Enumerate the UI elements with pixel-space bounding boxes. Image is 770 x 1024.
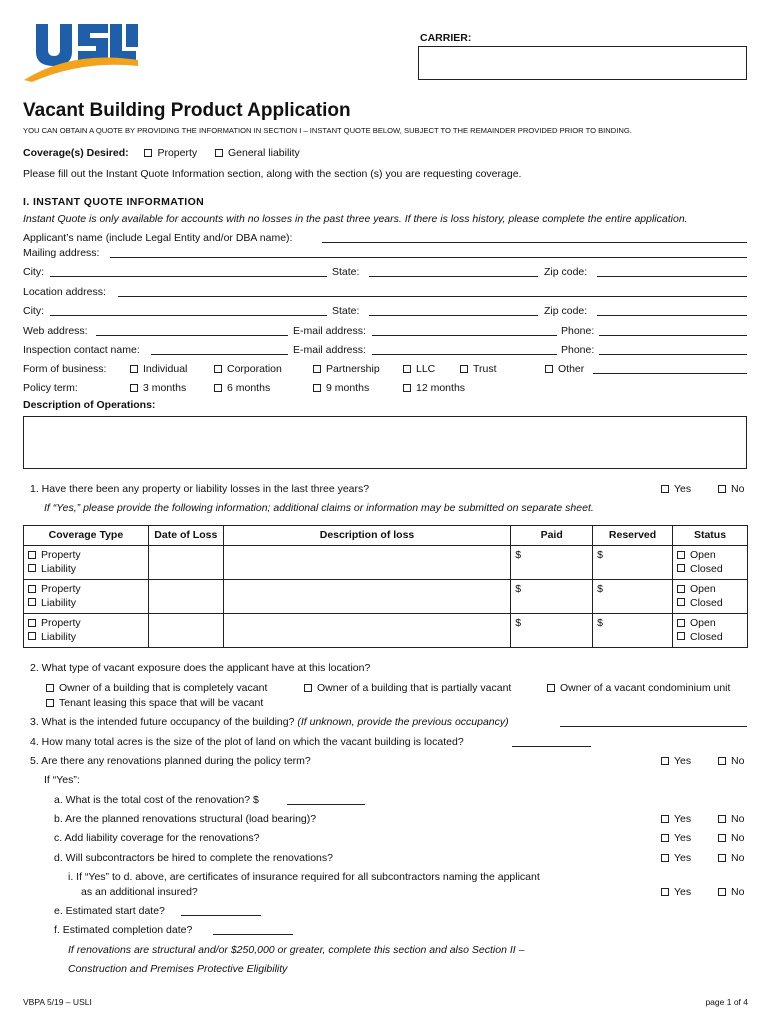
q5d-yes-option[interactable]: Yes [661, 852, 691, 864]
status-closed-checkbox[interactable]: Closed [677, 631, 743, 645]
q5d: d. Will subcontractors be hired to complete the renovations? [54, 852, 333, 864]
location-state-label: State: [332, 305, 360, 317]
q5-note-line2: Construction and Premises Protective Eligibility [68, 963, 288, 975]
q5a: a. What is the total cost of the renovation? $ [54, 794, 259, 806]
checkbox-icon[interactable] [403, 365, 411, 373]
date-of-loss-cell[interactable] [148, 546, 223, 580]
instructions: Please fill out the Instant Quote Information section, along with the section (s) you are requesting coverage. [23, 168, 522, 180]
section-1-heading: I. INSTANT QUOTE INFORMATION [23, 196, 205, 208]
paid-cell[interactable]: $ [511, 546, 593, 580]
coverage-liability-checkbox[interactable]: Liability [28, 597, 144, 611]
location-city-field[interactable] [50, 315, 327, 316]
question-4: 4. How many total acres is the size of the plot of land on which the vacant building is located? [30, 736, 464, 748]
coverage-label: Coverage(s) Desired: [23, 147, 129, 159]
checkbox-icon[interactable] [547, 684, 555, 692]
status-closed-checkbox[interactable]: Closed [677, 563, 743, 577]
reserved-cell[interactable]: $ [593, 546, 673, 580]
checkbox-icon[interactable] [677, 551, 685, 559]
q5e: e. Estimated start date? [54, 905, 165, 917]
q5d-i-yes-option[interactable]: Yes [661, 886, 691, 898]
q5c: c. Add liability coverage for the renovations? [54, 832, 260, 844]
paid-cell[interactable]: $ [511, 580, 593, 614]
checkbox-icon[interactable] [403, 384, 411, 392]
q4-field[interactable] [512, 746, 591, 747]
description-cell[interactable] [223, 614, 510, 648]
q5f-field[interactable] [213, 934, 293, 935]
inspection-phone-label: Phone: [561, 344, 595, 356]
q1-no-option[interactable]: No [718, 483, 744, 495]
loss-history-table [23, 525, 748, 648]
checkbox-icon[interactable] [28, 598, 36, 606]
checkbox-icon[interactable] [313, 365, 321, 373]
header-paid: Paid [511, 526, 593, 546]
description-cell[interactable] [223, 580, 510, 614]
inspection-label: Inspection contact name: [23, 344, 140, 356]
status-open-checkbox[interactable]: Open [677, 583, 743, 597]
reserved-cell[interactable]: $ [593, 580, 673, 614]
date-of-loss-cell[interactable] [148, 614, 223, 648]
header-reserved: Reserved [593, 526, 673, 546]
email-label: E-mail address: [293, 325, 366, 337]
form-option-llc[interactable]: LLC [403, 363, 435, 375]
table-row [24, 546, 748, 580]
carrier-label: CARRIER: [420, 32, 472, 44]
checkbox-icon[interactable] [718, 757, 726, 765]
subtitle: YOU CAN OBTAIN A QUOTE BY PROVIDING THE INFORMATION IN SECTION I – INSTANT QUOTE BELOW, SUBJECT TO THE REMAINDER PROVIDED PRIOR TO BINDING. [23, 126, 632, 135]
checkbox-icon[interactable] [215, 149, 223, 157]
checkbox-icon[interactable] [214, 384, 222, 392]
q5c-no-option[interactable]: No [718, 832, 744, 844]
form-option-individual[interactable]: Individual [130, 363, 187, 375]
applicant-field[interactable] [322, 242, 747, 243]
q3-note: (If unknown, provide the previous occupancy) [297, 716, 509, 728]
email-field[interactable] [372, 335, 557, 336]
checkbox-icon[interactable] [130, 384, 138, 392]
phone-label: Phone: [561, 325, 595, 337]
description-label: Description of Operations: [23, 399, 156, 411]
carrier-box[interactable] [418, 46, 747, 80]
policy-option-3-months[interactable]: 3 months [130, 382, 186, 394]
q3-field[interactable] [560, 726, 747, 727]
checkbox-icon[interactable] [661, 815, 669, 823]
checkbox-icon[interactable] [677, 564, 685, 572]
checkbox-icon[interactable] [214, 365, 222, 373]
q5d-i-line2: as an additional insured? [81, 886, 198, 898]
inspection-field[interactable] [151, 354, 288, 355]
q5c-yes-option[interactable]: Yes [661, 832, 691, 844]
coverage-liability-checkbox[interactable]: Liability [28, 563, 144, 577]
coverage-property-checkbox[interactable]: Property [28, 583, 144, 597]
city-label: City: [23, 266, 44, 278]
zip-field[interactable] [597, 276, 747, 277]
coverage-property-option[interactable]: Property [144, 147, 197, 159]
web-label: Web address: [23, 325, 88, 337]
status-cell [673, 614, 748, 648]
q5d-i-line1: i. If “Yes” to d. above, are certificates of insurance required for all subcontractors naming the applicant [68, 871, 540, 883]
header-date-of-loss: Date of Loss [148, 526, 223, 546]
checkbox-icon[interactable] [46, 699, 54, 707]
form-other-field[interactable] [593, 373, 747, 374]
usli-logo-graphic [22, 20, 140, 82]
location-zip-field[interactable] [597, 315, 747, 316]
location-zip-label: Zip code: [544, 305, 588, 317]
checkbox-icon[interactable] [661, 757, 669, 765]
status-cell [673, 546, 748, 580]
checkbox-icon[interactable] [130, 365, 138, 373]
coverage-type-cell [24, 614, 149, 648]
location-label: Location address: [23, 286, 106, 298]
header-status: Status [673, 526, 748, 546]
city-field[interactable] [50, 276, 327, 277]
q5f: f. Estimated completion date? [54, 924, 193, 936]
checkbox-icon[interactable] [28, 632, 36, 640]
state-label: State: [332, 266, 360, 278]
applicant-label: Applicant’s name (include Legal Entity and/or DBA name): [23, 232, 293, 244]
footer-page-number: page 1 of 4 [705, 997, 748, 1007]
checkbox-icon[interactable] [46, 684, 54, 692]
q5a-field[interactable] [287, 804, 365, 805]
description-box[interactable] [23, 416, 747, 469]
checkbox-icon[interactable] [661, 834, 669, 842]
checkbox-icon[interactable] [28, 551, 36, 559]
status-open-checkbox[interactable]: Open [677, 617, 743, 631]
q5-yes-option[interactable]: Yes [661, 755, 691, 767]
q1-yes-option[interactable]: Yes [661, 483, 691, 495]
coverage-type-cell [24, 546, 149, 580]
checkbox-icon[interactable] [28, 585, 36, 593]
checkbox-icon[interactable] [677, 632, 685, 640]
mailing-field[interactable] [110, 257, 747, 258]
checkbox-icon[interactable] [28, 619, 36, 627]
policy-option-6-months[interactable]: 6 months [214, 382, 270, 394]
checkbox-icon[interactable] [718, 834, 726, 842]
form-option-partnership[interactable]: Partnership [313, 363, 380, 375]
coverage-liability-checkbox[interactable]: Liability [28, 631, 144, 645]
checkbox-icon[interactable] [718, 485, 726, 493]
checkbox-icon[interactable] [718, 888, 726, 896]
table-row [24, 580, 748, 614]
table-row [24, 614, 748, 648]
q5b-yes-option[interactable]: Yes [661, 813, 691, 825]
location-city-label: City: [23, 305, 44, 317]
q2-option-completely-vacant[interactable]: Owner of a building that is completely vacant [46, 682, 267, 694]
checkbox-icon[interactable] [313, 384, 321, 392]
q2-option-partially-vacant[interactable]: Owner of a building that is partially vacant [304, 682, 511, 694]
footer-form-id: VBPA 5/19 – USLI [23, 997, 92, 1007]
checkbox-icon[interactable] [460, 365, 468, 373]
q5-note-line1: If renovations are structural and/or $250,000 or greater, complete this section and also Section II – [68, 944, 525, 956]
form-of-business-label: Form of business: [23, 363, 107, 375]
checkbox-icon[interactable] [661, 854, 669, 862]
inspection-email-field[interactable] [372, 354, 557, 355]
checkbox-icon[interactable] [144, 149, 152, 157]
form-option-other[interactable]: Other [545, 363, 584, 375]
form-option-corporation[interactable]: Corporation [214, 363, 282, 375]
location-field[interactable] [118, 296, 747, 297]
checkbox-icon[interactable] [304, 684, 312, 692]
checkbox-icon[interactable] [718, 854, 726, 862]
q1-note: If “Yes,” please provide the following information; additional claims or information may be submitted on separate sheet. [44, 502, 594, 514]
coverage-type-cell [24, 580, 149, 614]
usli-logo [22, 20, 140, 82]
form-option-trust[interactable]: Trust [460, 363, 497, 375]
q5d-no-option[interactable]: No [718, 852, 744, 864]
checkbox-icon[interactable] [718, 815, 726, 823]
date-of-loss-cell[interactable] [148, 580, 223, 614]
inspection-phone-field[interactable] [599, 354, 747, 355]
question-2: 2. What type of vacant exposure does the applicant have at this location? [30, 662, 371, 674]
state-field[interactable] [369, 276, 538, 277]
question-3: 3. What is the intended future occupancy of the building? (If unknown, provide the previous occupancy) [30, 716, 509, 728]
mailing-label: Mailing address: [23, 247, 100, 259]
checkbox-icon[interactable] [28, 564, 36, 572]
coverage-property-checkbox[interactable]: Property [28, 549, 144, 563]
checkbox-icon[interactable] [545, 365, 553, 373]
q5b: b. Are the planned renovations structural (load bearing)? [54, 813, 317, 825]
q5e-field[interactable] [181, 915, 261, 916]
status-cell [673, 580, 748, 614]
checkbox-icon[interactable] [677, 598, 685, 606]
checkbox-icon[interactable] [677, 619, 685, 627]
paid-cell[interactable]: $ [511, 614, 593, 648]
question-5: 5. Are there any renovations planned during the policy term? [30, 755, 311, 767]
inspection-email-label: E-mail address: [293, 344, 366, 356]
coverage-row [23, 147, 300, 159]
checkbox-icon[interactable] [661, 485, 669, 493]
policy-option-12-months[interactable]: 12 months [403, 382, 465, 394]
q5d-i-no-option[interactable]: No [718, 886, 744, 898]
page-title: Vacant Building Product Application [23, 100, 351, 121]
question-1: 1. Have there been any property or liability losses in the last three years? [30, 483, 370, 495]
description-cell[interactable] [223, 546, 510, 580]
policy-term-label: Policy term: [23, 382, 78, 394]
checkbox-icon[interactable] [677, 585, 685, 593]
phone-field[interactable] [599, 335, 747, 336]
q5-no-option[interactable]: No [718, 755, 744, 767]
coverage-liability-option[interactable]: General liability [215, 147, 300, 159]
coverage-property-checkbox[interactable]: Property [28, 617, 144, 631]
table-header-row [24, 526, 748, 546]
checkbox-icon[interactable] [661, 888, 669, 896]
status-closed-checkbox[interactable]: Closed [677, 597, 743, 611]
reserved-cell[interactable]: $ [593, 614, 673, 648]
header-description: Description of loss [223, 526, 510, 546]
policy-option-9-months[interactable]: 9 months [313, 382, 369, 394]
web-field[interactable] [96, 335, 288, 336]
zip-label: Zip code: [544, 266, 588, 278]
q5-if-yes: If “Yes”: [44, 774, 80, 786]
q2-option-vacant-condo[interactable]: Owner of a vacant condominium unit [547, 682, 730, 694]
status-open-checkbox[interactable]: Open [677, 549, 743, 563]
q2-option-tenant-leasing[interactable]: Tenant leasing this space that will be vacant [46, 697, 263, 709]
header-coverage-type: Coverage Type [24, 526, 149, 546]
section-1-note: Instant Quote is only available for accounts with no losses in the past three years. If there is loss history, please complete the entire application. [23, 213, 688, 225]
location-state-field[interactable] [369, 315, 538, 316]
q5b-no-option[interactable]: No [718, 813, 744, 825]
